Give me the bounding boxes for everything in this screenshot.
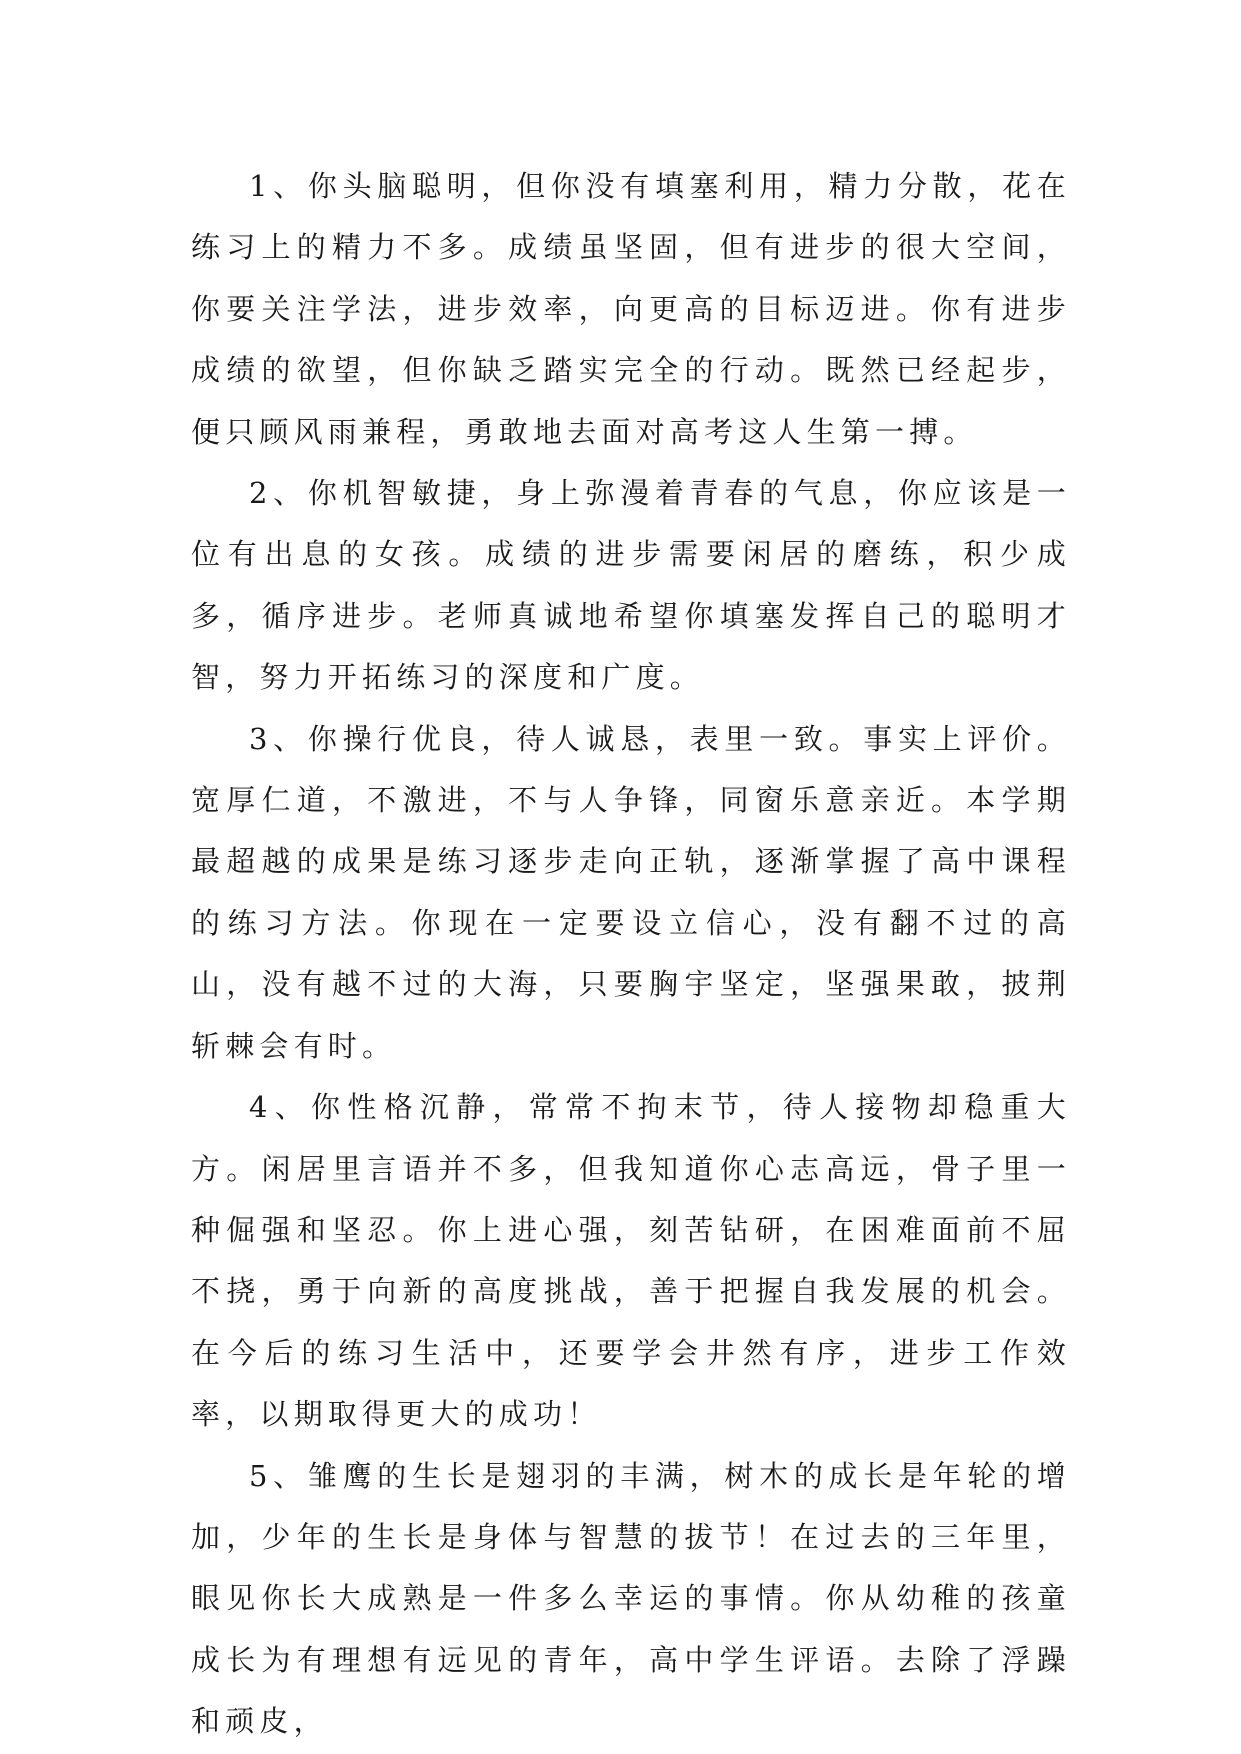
comment-paragraph-1: 1、你头脑聪明，但你没有填塞利用，精力分散，花在练习上的精力不多。成绩虽坚固，但有进步的很大空间，你要关注学法，进步效率，向更高的目标迈进。你有进步成绩的欲望，但你缺乏踏实完全的行动。既然已经起步，便只顾风雨兼程，勇敢地去面对高考这人生第一搏。 [191, 169, 1071, 449]
comment-paragraph-5: 5、雏鹰的生长是翅羽的丰满，树木的成长是年轮的增加，少年的生长是身体与智慧的拔节！在过去的三年里，眼见你长大成熟是一件多么幸运的事情。你从幼稚的孩童成长为有理想有远见的青年，高中学生评语。去除了浮躁和顽皮， [191, 1458, 1071, 1739]
document-body [191, 156, 1071, 1753]
comment-paragraph-3: 3、你操行优良，待人诚恳，表里一致。事实上评价。宽厚仁道，不激进，不与人争锋，同窗乐意亲近。本学期最超越的成果是练习逐步走向正轨，逐渐掌握了高中课程的练习方法。你现在一定要设立信心，没有翻不过的高山，没有越不过的大海，只要胸宇坚定，坚强果敢，披荆斩棘会有时。 [191, 721, 1071, 1063]
comment-paragraph-2: 2、你机智敏捷，身上弥漫着青春的气息，你应该是一位有出息的女孩。成绩的进步需要闲居的磨练，积少成多，循序进步。老师真诚地希望你填塞发挥自己的聪明才智，努力开拓练习的深度和广度。 [191, 476, 1071, 695]
comment-paragraph-4: 4、你性格沉静，常常不拘末节，待人接物却稳重大方。闲居里言语并不多，但我知道你心志高远，骨子里一种倔强和坚忍。你上进心强，刻苦钻研，在困难面前不屈不挠，勇于向新的高度挑战，善于把握自我发展的机会。在今后的练习生活中，还要学会井然有序，进步工作效率，以期取得更大的成功！ [191, 1090, 1071, 1432]
